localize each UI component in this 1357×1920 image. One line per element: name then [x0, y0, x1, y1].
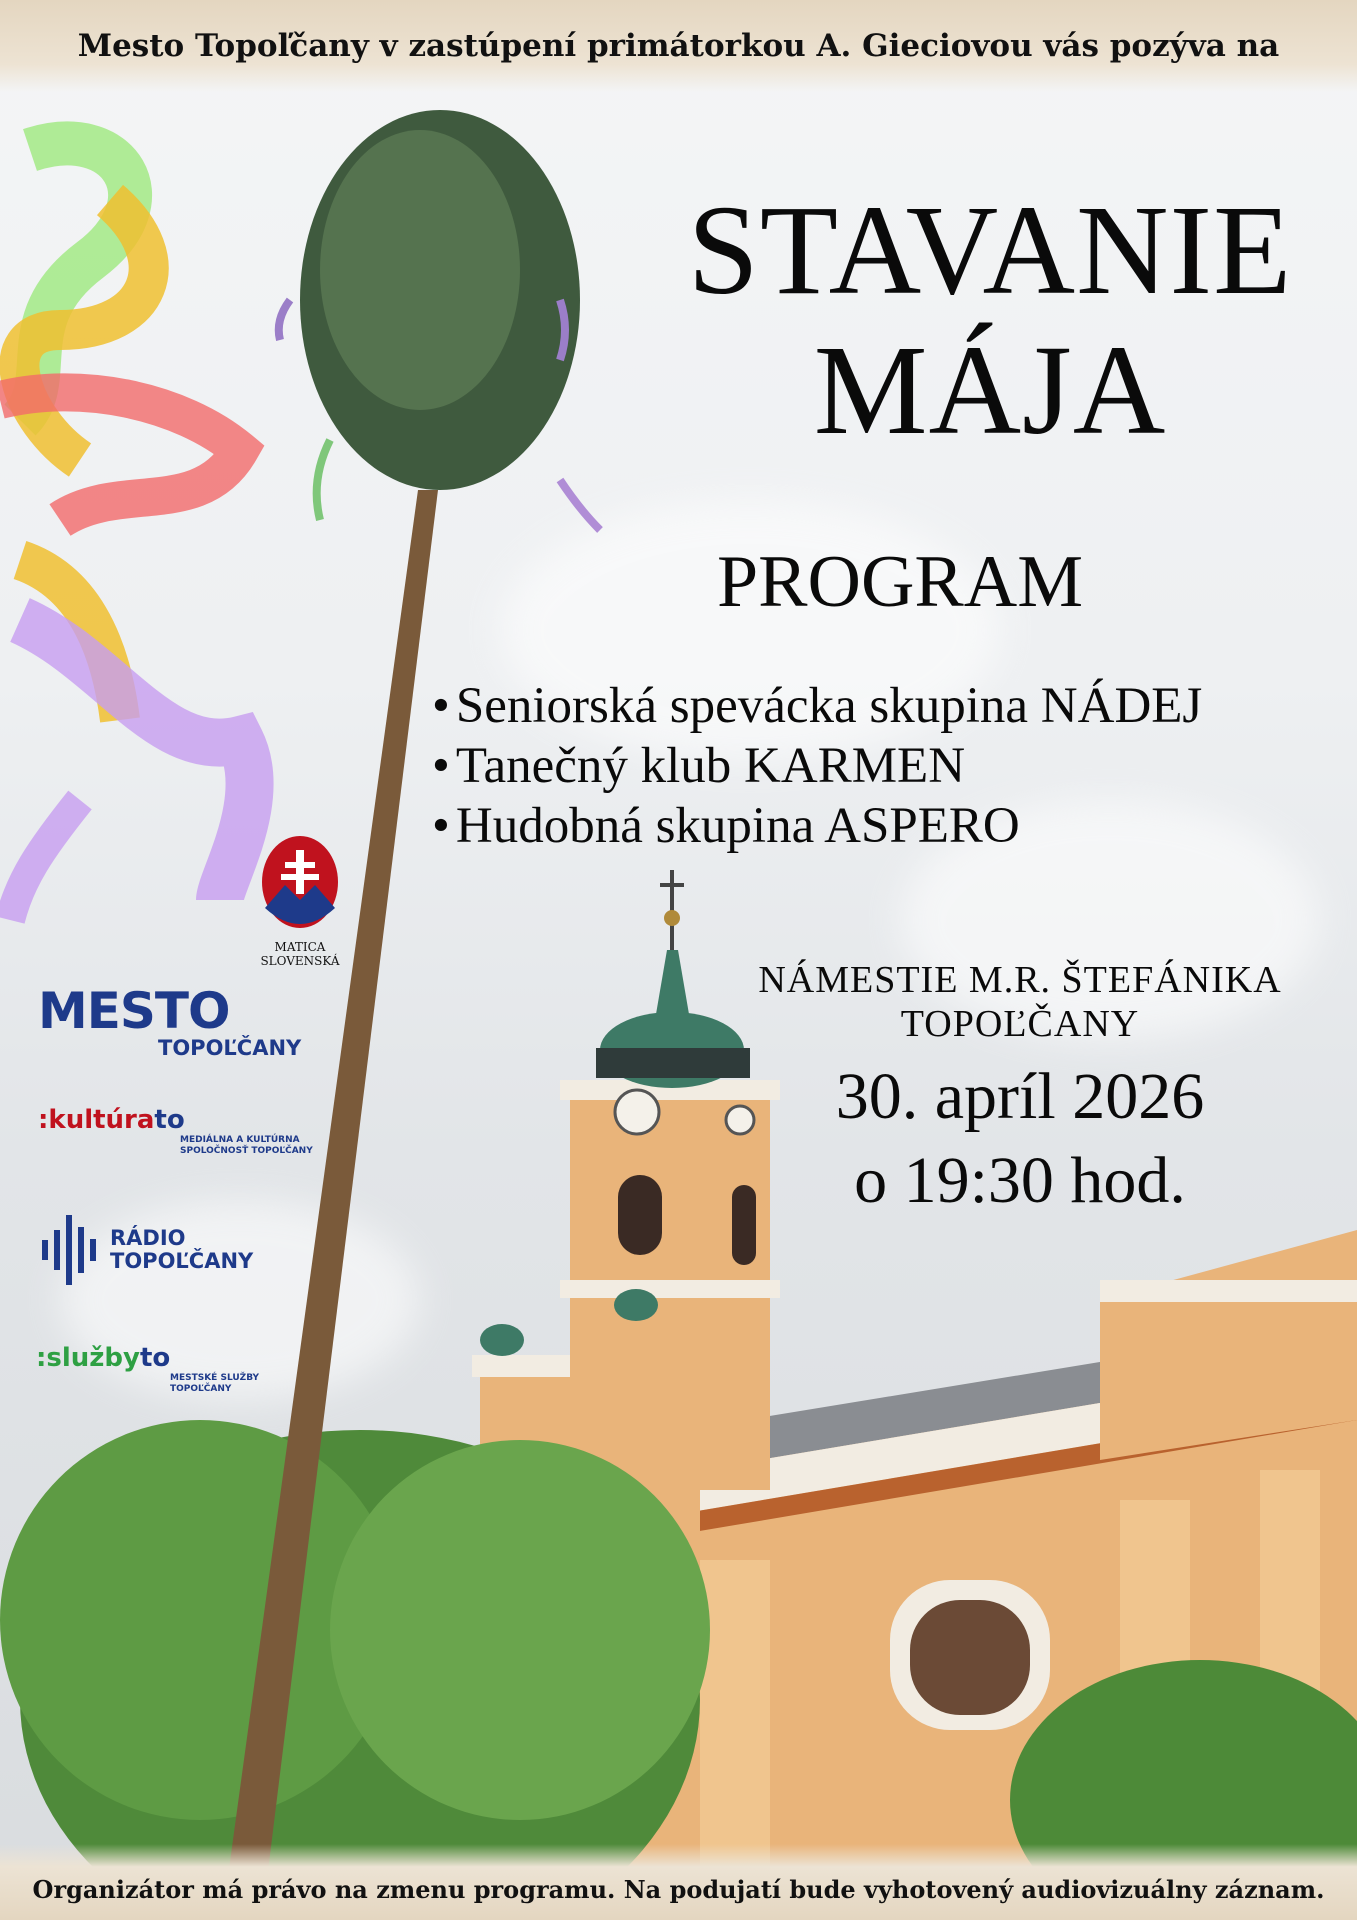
tower-dome-base: [596, 1048, 750, 1078]
sluzbyto-sub-line2: TOPOĽČANY: [170, 1384, 232, 1394]
kulturato-main: [38, 1105, 338, 1135]
footer-notice: Organizátor má právo na zmenu programu. Na podujatí bude vyhotovený audiovizuálny záznam.: [32, 1875, 1325, 1904]
tower-orb: [664, 910, 680, 926]
mesto-logo-main: MESTO: [38, 982, 230, 1040]
clock-face: [615, 1090, 659, 1134]
radio-topolcany-logo: [40, 1215, 340, 1285]
mesto-logo-sub: TOPOĽČANY: [158, 1036, 302, 1060]
event-title: [640, 180, 1340, 460]
header-bar: [0, 0, 1357, 92]
church-gable: [1100, 1230, 1357, 1460]
matica-emblem-icon: [245, 830, 355, 940]
tower-cornice: [560, 1280, 780, 1298]
gable-trim: [1100, 1280, 1357, 1302]
radio-logo-line1: RÁDIO: [110, 1226, 186, 1250]
church-window: [910, 1600, 1030, 1715]
kulturato-main-text: :kultúra: [38, 1105, 155, 1135]
venue-line2: TOPOĽČANY: [900, 1003, 1140, 1045]
maypole-ribbon: [317, 440, 330, 520]
venue: [700, 958, 1340, 1046]
sluzbyto-main-text: :služby: [36, 1343, 140, 1373]
turret: [614, 1289, 658, 1321]
tower-spire: [655, 950, 690, 1020]
program-item: • Tanečný klub KARMEN: [432, 736, 1352, 796]
matica-label-line1: MATICA: [274, 940, 326, 954]
maypole-ribbon: [279, 300, 290, 340]
radio-logo-line2: TOPOĽČANY: [110, 1249, 254, 1273]
event-title-line1: STAVANIE: [687, 179, 1293, 321]
mesto-topolcany-logo: [38, 982, 338, 1060]
sluzbyto-to: to: [140, 1343, 171, 1373]
program-heading: PROGRAM: [717, 541, 1083, 623]
ribbon-purple: [10, 800, 80, 920]
program-item: • Hudobná skupina ASPERO: [432, 796, 1352, 856]
matica-label-line2: SLOVENSKÁ: [260, 954, 340, 968]
kulturato-sub-line1: MEDIÁLNA A KULTÚRNA: [180, 1135, 300, 1145]
tower-window: [618, 1175, 662, 1255]
sluzbyto-logo: [36, 1343, 336, 1395]
invitation-text: Mesto Topoľčany v zastúpení primátorkou A. Gieciovou vás pozýva na: [77, 28, 1280, 64]
kulturato-logo: [38, 1105, 338, 1157]
program-item: • Seniorská spevácka skupina NÁDEJ: [432, 676, 1352, 736]
event-date: 30. apríl 2026: [835, 1060, 1205, 1133]
turret: [480, 1324, 524, 1356]
ribbon-red: [0, 392, 240, 520]
tree-canopy: [330, 1440, 710, 1820]
maypole-ribbon: [560, 480, 600, 530]
sluzbyto-main: [36, 1343, 336, 1373]
program-list: [432, 676, 1352, 856]
radio-wave-icon: [40, 1215, 98, 1285]
sluzbyto-sub-line1: MESTSKÉ SLUŽBY: [170, 1373, 260, 1383]
event-datetime: [740, 1055, 1300, 1223]
event-title-line2: MÁJA: [813, 319, 1167, 461]
kulturato-to: to: [154, 1105, 185, 1135]
venue-line1: NÁMESTIE M.R. ŠTEFÁNIKA: [758, 959, 1282, 1001]
maypole-crown: [320, 130, 520, 410]
matica-slovenska-logo: [245, 830, 355, 968]
footer-bar: [0, 1844, 1357, 1920]
event-time: o 19:30 hod.: [854, 1144, 1186, 1217]
kulturato-sub-line2: SPOLOČNOSŤ TOPOĽČANY: [180, 1146, 313, 1156]
